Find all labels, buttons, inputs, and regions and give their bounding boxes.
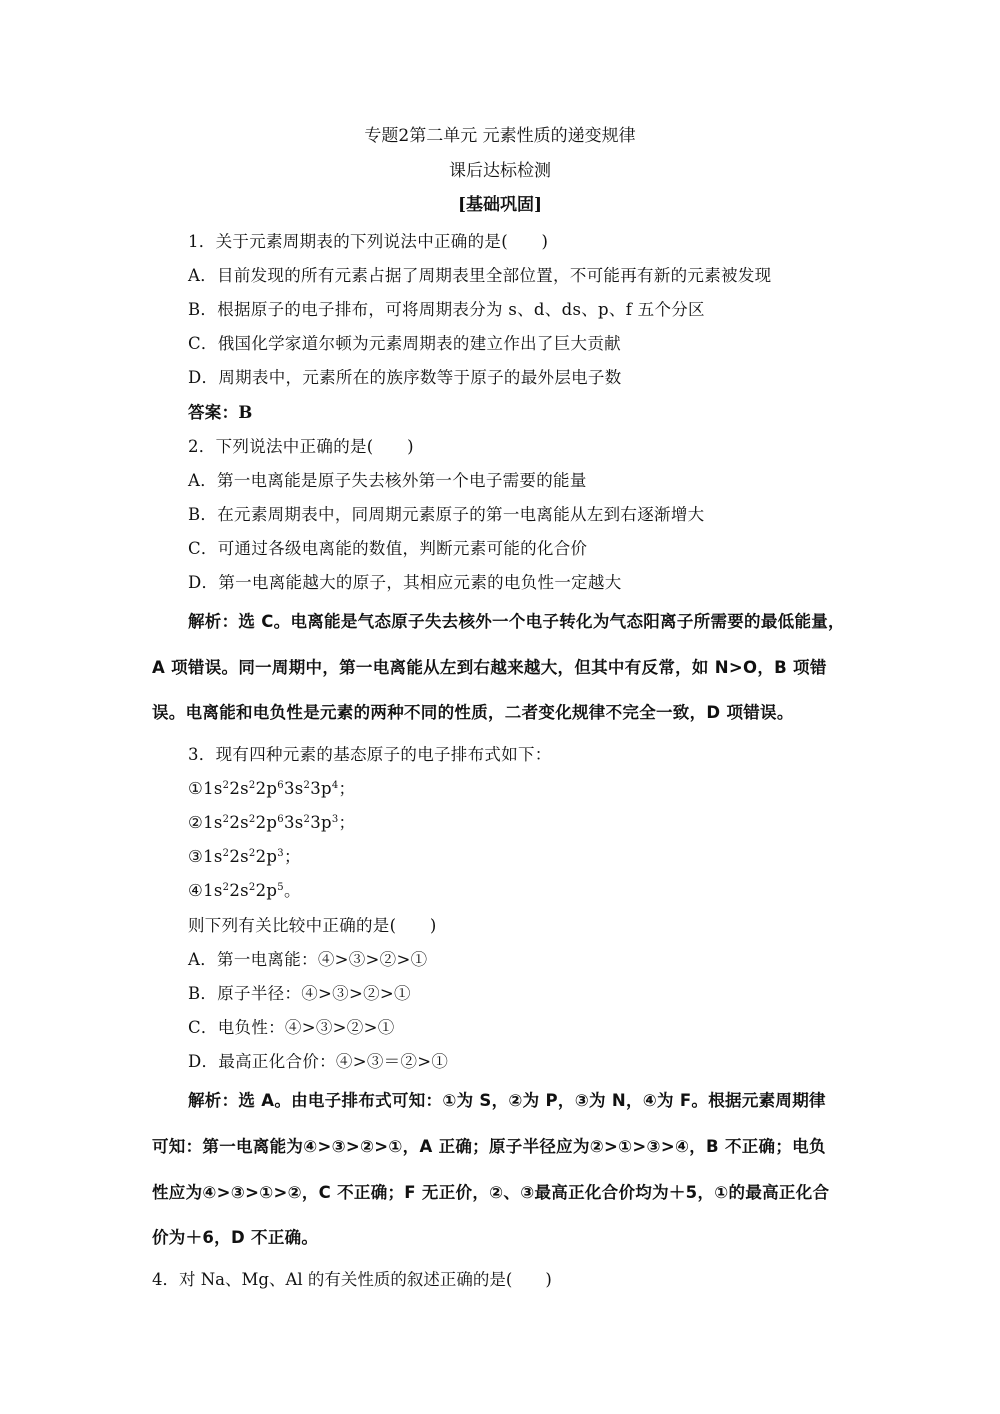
- q2-analysis-line-1: 解析：选 C。电离能是气态原子失去核外一个电子转化为气态阳离子所需要的最低能量，: [188, 612, 845, 631]
- q3-config-2: $②1s^22s^22p^63s^23p^3$；: [188, 813, 356, 832]
- q3-config-1: $①1s^22s^22p^63s^23p^4$；: [188, 779, 356, 798]
- document-subtitle: 课后达标检测: [449, 161, 551, 181]
- q3-ask: 则下列有关比较中正确的是( ): [188, 916, 437, 935]
- q3-config-4: $④1s^22s^22p^5$。: [188, 881, 301, 900]
- q2-option-a: A．第一电离能是原子失去核外第一个电子需要的能量: [188, 471, 587, 490]
- q3-analysis-line-1: 解析：选 A。由电子排布式可知：①为 S，②为 P，③为 N，④为 F。根据元素周期律: [188, 1091, 826, 1110]
- q1-answer: 答案：B: [188, 403, 253, 422]
- q2-analysis-line-2: A 项错误。同一周期中，第一电离能从左到右越来越大，但其中有反常，如 N>O，B 项错: [152, 658, 827, 677]
- q3-option-c: C．电负性：④>③>②>①: [188, 1018, 395, 1037]
- q2-option-c: C．可通过各级电离能的数值，判断元素可能的化合价: [188, 539, 588, 558]
- q3-analysis-line-2: 可知：第一电离能为④>③>②>①，A 正确；原子半径应为②>①>③>④，B 不正确；电负: [152, 1137, 826, 1156]
- q1-option-d: D．周期表中，元素所在的族序数等于原子的最外层电子数: [188, 368, 622, 387]
- q3-config-3: $③1s^22s^22p^3$；: [188, 847, 301, 866]
- q1-option-a: A．目前发现的所有元素占据了周期表里全部位置，不可能再有新的元素被发现: [188, 266, 772, 285]
- q3-option-d: D．最高正化合价：④>③＝②>①: [188, 1052, 449, 1071]
- q2-option-b: B．在元素周期表中，同周期元素原子的第一电离能从左到右逐渐增大: [188, 505, 705, 524]
- q4-stem: 4．对 Na、Mg、Al 的有关性质的叙述正确的是( ): [152, 1270, 552, 1289]
- q2-option-d: D．第一电离能越大的原子，其相应元素的电负性一定越大: [188, 573, 622, 592]
- document-title: 专题2第二单元 元素性质的递变规律: [364, 126, 636, 146]
- q3-analysis-line-4: 价为＋6，D 不正确。: [152, 1228, 319, 1247]
- q1-option-c: C．俄国化学家道尔顿为元素周期表的建立作出了巨大贡献: [188, 334, 621, 353]
- q3-option-b: B．原子半径：④>③>②>①: [188, 984, 411, 1003]
- section-heading: [基础巩固]: [457, 195, 543, 215]
- q3-option-a: A．第一电离能：④>③>②>①: [188, 950, 428, 969]
- q1-stem: 1．关于元素周期表的下列说法中正确的是( ): [188, 232, 549, 251]
- q1-option-b: B．根据原子的电子排布，可将周期表分为 s、d、ds、p、f 五个分区: [188, 300, 705, 319]
- q3-analysis-line-3: 性应为④>③>①>②，C 不正确；F 无正价，②、③最高正化合价均为＋5，①的最高正化合: [152, 1183, 830, 1202]
- q2-stem: 2．下列说法中正确的是( ): [188, 437, 414, 456]
- q3-stem: 3．现有四种元素的基态原子的电子排布式如下：: [188, 745, 552, 764]
- q2-analysis-line-3: 误。电离能和电负性是元素的两种不同的性质，二者变化规律不完全一致，D 项错误。: [152, 703, 794, 722]
